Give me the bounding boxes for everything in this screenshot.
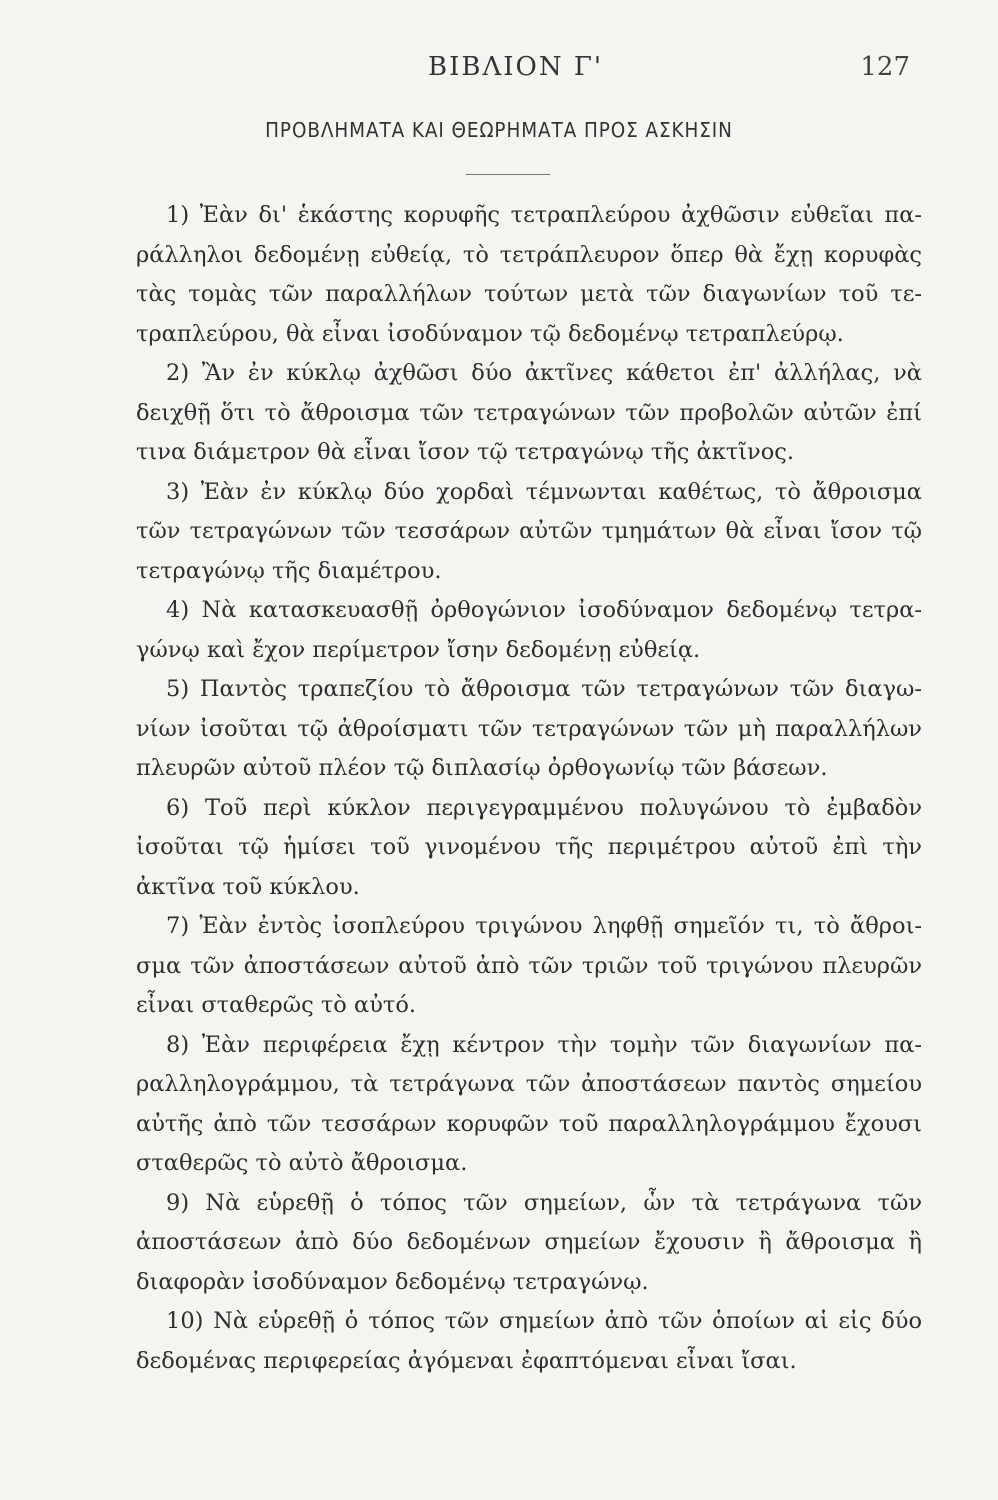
text-line: τὰς τομὰς τῶν παραλλήλων τούτων μετὰ τῶν διαγωνίων τοῦ τε- xyxy=(136,281,922,307)
text-line: γώνῳ καὶ ἔχον περίμετρον ἴσην δεδομένῃ εὐθείᾳ. xyxy=(136,636,701,663)
text-line: τετραγώνῳ τῆς διαμέτρου. xyxy=(136,557,442,584)
text-line: ράλληλοι δεδομένῃ εὐθείᾳ, τὸ τετράπλευρον ὅπερ θὰ ἔχῃ κορυφὰς xyxy=(136,241,922,268)
text-line: τῶν τετραγώνων τῶν τεσσάρων αὐτῶν τμημάτων θὰ εἶναι ἴσον τῷ xyxy=(136,518,922,544)
running-head xyxy=(140,52,910,92)
text-line: ἀκτῖνα τοῦ κύκλου. xyxy=(136,873,360,900)
text-line: ραλληλογράμμου, τὰ τετράγωνα τῶν ἀποστάσεων παντὸς σημείου xyxy=(136,1071,922,1097)
text-line: 2) Ἂν ἐν κύκλῳ ἀχθῶσι δύο ἀκτῖνες κάθετοι ἐπ' ἀλλήλας, νὰ xyxy=(166,360,922,386)
section-heading: ΠΡΟΒΛΗΜΑΤΑ ΚΑΙ ΘΕΩΡΗΜΑΤΑ ΠΡΟΣ ΑΣΚΗΣΙΝ xyxy=(265,118,733,142)
text-line: 6) Τοῦ περὶ κύκλον περιγεγραμμένου πολυγώνου τὸ ἐμβαδὸν xyxy=(166,794,922,821)
book-title: ΒΙΒΛΙΟΝ Γ' xyxy=(428,52,604,82)
text-line: 8) Ἐὰν περιφέρεια ἔχῃ κέντρον τὴν τομὴν τῶν διαγωνίων πα- xyxy=(166,1031,922,1058)
text-line: σμα τῶν ἀποστάσεων αὐτοῦ ἀπὸ τῶν τριῶν τοῦ τριγώνου πλευρῶν xyxy=(136,952,922,979)
text-line: αὐτῆς ἀπὸ τῶν τεσσάρων κορυφῶν τοῦ παραλληλογράμμου ἔχουσι xyxy=(136,1110,922,1137)
text-line: ἀποστάσεων ἀπὸ δύο δεδομένων σημείων ἔχουσιν ἢ ἄθροισμα ἢ xyxy=(136,1229,922,1255)
text-line: σταθερῶς τὸ αὐτὸ ἄθροισμα. xyxy=(136,1150,468,1176)
text-line: τραπλεύρου, θὰ εἶναι ἰσοδύναμον τῷ δεδομένῳ τετραπλεύρῳ. xyxy=(136,320,844,347)
text-line: 10) Νὰ εὑρεθῇ ὁ τόπος τῶν σημείων ἀπὸ τῶν ὁποίων αἱ εἰς δύο xyxy=(166,1308,922,1334)
text-line: τινα διάμετρον θὰ εἶναι ἴσον τῷ τετραγώνῳ τῆς ἀκτῖνος. xyxy=(136,439,795,465)
text-line: εἶναι σταθερῶς τὸ αὐτό. xyxy=(136,992,417,1018)
page-number: 127 xyxy=(860,52,910,82)
text-line: δειχθῇ ὅτι τὸ ἄθροισμα τῶν τετραγώνων τῶν προβολῶν αὐτῶν ἐπί xyxy=(136,399,922,426)
divider-rule xyxy=(466,174,550,175)
text-line: 7) Ἐὰν ἐντὸς ἰσοπλεύρου τριγώνου ληφθῇ σημεῖόν τι, τὸ ἄθροι- xyxy=(166,913,922,939)
text-line: νίων ἰσοῦται τῷ ἀθροίσματι τῶν τετραγώνων τῶν μὴ παραλλήλων xyxy=(136,715,922,742)
text-line: 4) Νὰ κατασκευασθῇ ὀρθογώνιον ἰσοδύναμον δεδομένῳ τετρα- xyxy=(166,597,922,623)
text-line: διαφορὰν ἰσοδύναμον δεδομένῳ τετραγώνῳ. xyxy=(136,1268,649,1295)
text-line: ἰσοῦται τῷ ἡμίσει τοῦ γινομένου τῆς περιμέτρου αὐτοῦ ἐπὶ τὴν xyxy=(136,834,922,860)
problem-list xyxy=(136,196,922,1381)
text-line: 3) Ἐὰν ἐν κύκλῳ δύο χορδαὶ τέμνωνται καθέτως, τὸ ἄθροισμα xyxy=(166,478,922,505)
text-line: 1) Ἐὰν δι' ἑκάστης κορυφῆς τετραπλεύρου ἀχθῶσιν εὐθεῖαι πα- xyxy=(166,202,922,228)
text-line: 9) Νὰ εὑρεθῇ ὁ τόπος τῶν σημείων, ὧν τὰ τετράγωνα τῶν xyxy=(166,1189,922,1216)
text-line: δεδομένας περιφερείας ἀγόμεναι ἐφαπτόμεναι εἶναι ἴσαι. xyxy=(136,1347,797,1374)
text-line: 5) Παντὸς τραπεζίου τὸ ἄθροισμα τῶν τετραγώνων τῶν διαγω- xyxy=(166,676,922,702)
text-line: πλευρῶν αὐτοῦ πλέον τῷ διπλασίῳ ὀρθογωνίῳ τῶν βάσεων. xyxy=(136,755,828,781)
